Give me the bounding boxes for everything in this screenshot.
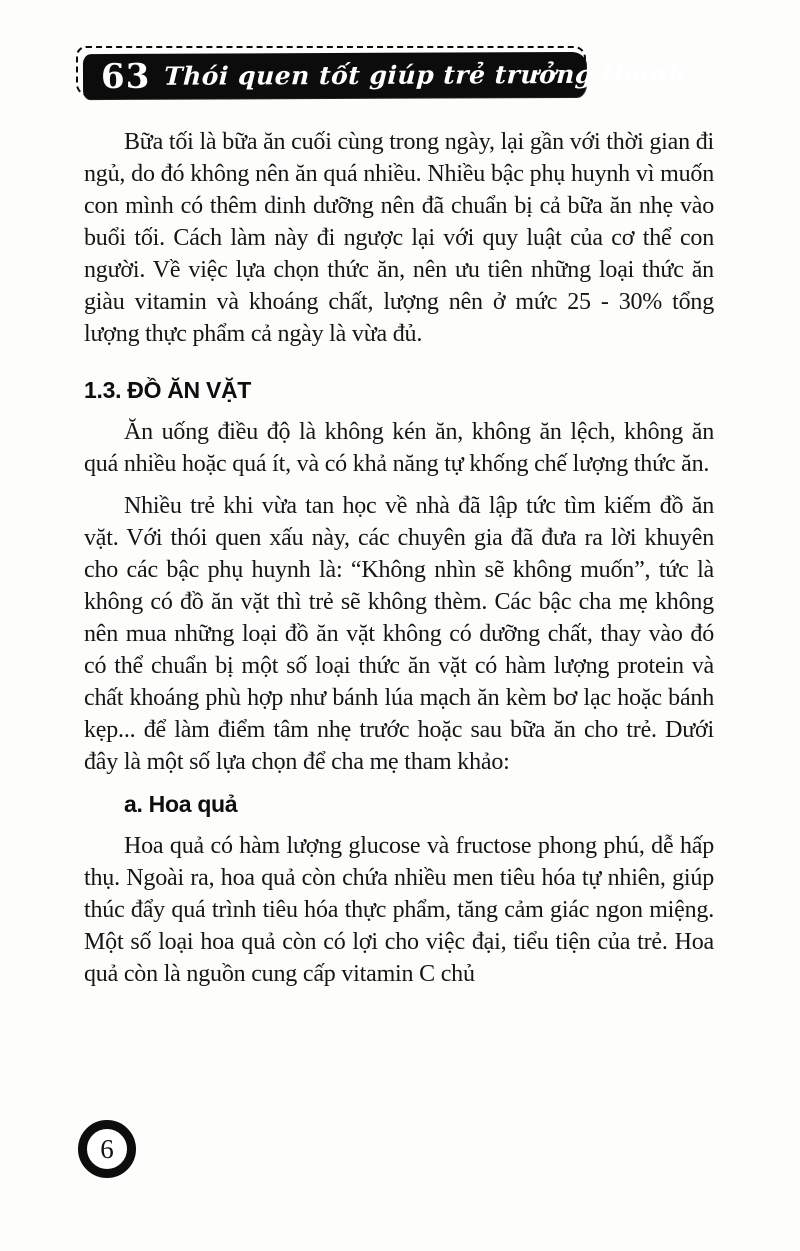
page-number: 6 bbox=[100, 1133, 114, 1164]
page-content bbox=[84, 126, 714, 990]
section-heading-snacks: 1.3. ĐỒ ĂN VẶT bbox=[84, 377, 252, 403]
paragraph-snack-habits: Nhiều trẻ khi vừa tan học về nhà đã lập tức tìm kiếm đồ ăn vặt. Với thói quen xấu này, các chuyên gia đã đưa ra lời khuyên cho các bậc phụ huynh là: “Không nhìn sẽ không muốn”, tức là không có đồ ăn vặt thì trẻ sẽ không thèm. Các bậc cha mẹ không nên mua những loại đồ ăn vặt không có dưỡng chất, thay vào đó có thể chuẩn bị một số loại thức ăn vặt có hàm lượng protein và chất khoáng phù hợp như bánh lúa mạch ăn kèm bơ lạc hoặc bánh kẹp... để làm điểm tâm nhẹ trước hoặc sau bữa ăn cho trẻ. Dưới đây là một số lựa chọn để cha mẹ tham khảo: bbox=[84, 493, 714, 775]
banner-background bbox=[83, 52, 688, 99]
paragraph-moderate-eating: Ăn uống điều độ là không kén ăn, không ăn lệch, không ăn quá nhiều hoặc quá ít, và có khả năng tự khống chế lượng thức ăn. bbox=[84, 419, 714, 477]
page-number-badge bbox=[78, 1120, 136, 1178]
book-series-number: 63 bbox=[100, 56, 151, 97]
book-title: Thói quen tốt giúp trẻ trưởng thành bbox=[163, 59, 688, 91]
paragraph-fruit-benefits: Hoa quả có hàm lượng glucose và fructose phong phú, dễ hấp thụ. Ngoài ra, hoa quả còn chứa nhiều men tiêu hóa tự nhiên, giúp thúc đẩy quá trình tiêu hóa thực phẩm, tăng cảm giác ngon miệng. Một số loại hoa quả còn có lợi cho việc đại, tiểu tiện của trẻ. Hoa quả còn là nguồn cung cấp vitamin C chủ bbox=[84, 833, 714, 987]
subsection-heading-fruit: a. Hoa quả bbox=[124, 791, 238, 817]
chapter-banner bbox=[76, 46, 688, 100]
paragraph-dinner-advice: Bữa tối là bữa ăn cuối cùng trong ngày, lại gần với thời gian đi ngủ, do đó không nên ăn quá nhiều. Nhiều bậc phụ huynh vì muốn con mình có thêm dinh dưỡng nên đã chuẩn bị cả bữa ăn nhẹ vào buổi tối. Cách làm này đi ngược lại với quy luật của cơ thể con người. Về việc lựa chọn thức ăn, nên ưu tiên những loại thức ăn giàu vitamin và khoáng chất, lượng nên ở mức 25 - 30% tổng lượng thực phẩm cả ngày là vừa đủ. bbox=[84, 129, 714, 347]
